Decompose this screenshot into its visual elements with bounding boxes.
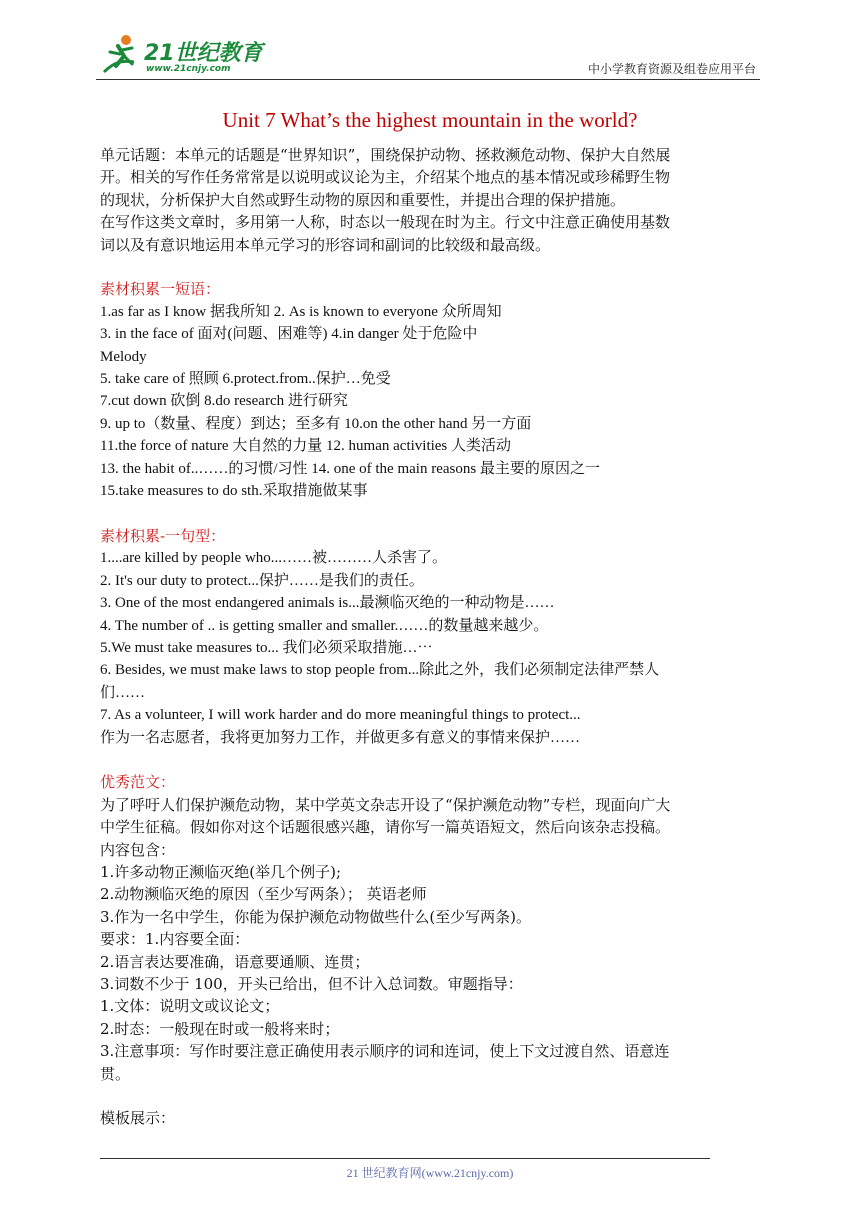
sample-line: 2.时态：一般现在时或一般将来时； (100, 1019, 340, 1038)
phrase-line: 11.the force of nature 大自然的力量 12. human activities 人类活动 (100, 438, 512, 455)
phrases-heading: 素材积累一短语： (100, 280, 221, 299)
header-divider (96, 79, 760, 80)
sentence-line: 4. The number of .. is getting smaller and smaller.……的数量越来越少。 (100, 617, 549, 634)
sample-line: 贯。 (100, 1064, 131, 1083)
sample-section (100, 771, 764, 1085)
sample-line: 为了呼吁人们保护濒危动物，某中学英文杂志开设了“保护濒危动物”专栏，现面向广大 (100, 795, 671, 814)
platform-name: 中小学教育资源及组卷应用平台 (587, 62, 756, 76)
sentences-section (100, 525, 764, 749)
footer-link[interactable]: 21 世纪教育网(www.21cnjy.com) (346, 1166, 514, 1180)
phrases-section (100, 278, 764, 502)
sentence-line: 5.We must take measures to... 我们必须采取措施…⋯ (100, 639, 433, 656)
phrase-line: Melody (100, 348, 147, 365)
intro-line: 词以及有意识地运用本单元学习的形容词和副词的比较级和最高级。 (100, 235, 551, 254)
phrase-line: 9. up to（数量、程度）到达；至多有 10.on the other hand 另一方面 (100, 415, 532, 432)
phrase-line: 15.take measures to do sth.采取措施做某事 (100, 483, 368, 500)
spacer (100, 749, 764, 771)
sentence-line: 1....are killed by people who...……被………人杀害了。 (100, 550, 448, 567)
sentence-line: 6. Besides, we must make laws to stop people from...除此之外，我们必须制定法律严禁人 (100, 662, 660, 679)
sample-line: 3.作为一名中学生，你能为保护濒危动物做些什么(至少写两条)。 (100, 907, 532, 926)
sample-line: 中学生征稿。假如你对这个话题很感兴趣，请你写一篇英语短文，然后向该杂志投稿。 (100, 818, 671, 837)
sample-line: 3.注意事项：写作时要注意正确使用表示顺序的词和连词，使上下文过渡自然、语意连 (100, 1042, 670, 1061)
phrase-line: 5. take care of 照顾 6.protect.from..保护…免受 (100, 371, 391, 388)
phrase-line: 7.cut down 砍倒 8.do research 进行研究 (100, 393, 348, 410)
sample-line: 3.词数不少于 100，开头已给出，但不计入总词数。审题指导： (100, 974, 523, 993)
sentence-line: 作为一名志愿者，我将更加努力工作，并做更多有意义的事情来保护…… (100, 729, 581, 746)
sentences-heading: 素材积累-一句型： (100, 526, 226, 545)
footer-divider (100, 1158, 710, 1159)
page-title: Unit 7 What’s the highest mountain in the world? (222, 108, 638, 132)
sample-line: 2.动物濒临灭绝的原因（至少写两条）； 英语老师 (100, 885, 427, 904)
spacer (100, 1085, 764, 1107)
site-logo[interactable] (96, 32, 266, 80)
phrase-line: 3. in the face of 面对(问题、困难等) 4.in danger 处于危险中 (100, 326, 478, 343)
logo-url: www.21cnjy.com (146, 64, 231, 74)
intro-line: 在写作这类文章时，多用第一人称，时态以一般现在时为主。行文中注意正确使用基数 (100, 213, 671, 232)
intro-line: 开。相关的写作任务常常是以说明或议论为主，介绍某个地点的基本情况或珍稀野生物 (100, 168, 671, 187)
intro-section (100, 144, 764, 256)
sample-heading: 优秀范文： (100, 773, 176, 792)
sentence-line: 3. One of the most endangered animals is...最濒临灭绝的一种动物是…… (100, 595, 555, 612)
runner-logo-icon (96, 32, 144, 78)
spacer (100, 502, 764, 524)
sentence-line: 们…… (100, 684, 146, 701)
spacer (100, 256, 764, 278)
logo-text: 21世纪教育 (144, 41, 263, 66)
sample-line: 2.语言表达要准确，语意要通顺、连贯； (100, 952, 370, 971)
phrase-line: 13. the habit of..……的习惯/习性 14. one of the main reasons 最主要的原因之一 (100, 460, 600, 477)
page-header (0, 0, 860, 90)
sentence-line: 2. It's our duty to protect...保护……是我们的责任。 (100, 572, 424, 589)
phrase-line: 1.as far as I know 据我所知 2. As is known to everyone 众所周知 (100, 303, 502, 320)
sentence-line: 7. As a volunteer, I will work harder and do more meaningful things to protect... (100, 707, 581, 724)
document-body (100, 144, 764, 1130)
template-label: 模板展示： (100, 1109, 176, 1128)
sample-line: 1.许多动物正濒临灭绝(举几个例子); (100, 862, 342, 881)
intro-line: 的现状，分析保护大自然或野生动物的原因和重要性，并提出合理的保护措施。 (100, 190, 626, 209)
sample-line: 要求：1.内容要全面： (100, 930, 250, 949)
intro-line: 单元话题：本单元的话题是“世界知识”，围绕保护动物、拯救濒危动物、保护大自然展 (100, 146, 671, 164)
sample-line: 1.文体：说明文或议论文； (100, 997, 280, 1016)
sample-line: 内容包含： (100, 840, 176, 859)
